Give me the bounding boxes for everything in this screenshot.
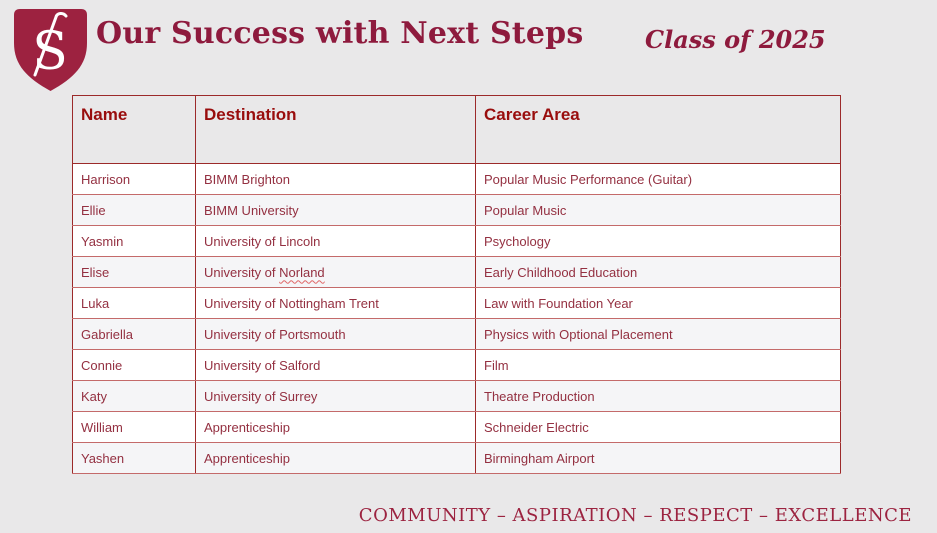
- cell-destination: University of Surrey: [196, 381, 476, 412]
- column-header-name: Name: [73, 96, 196, 164]
- column-header-career-area: Career Area: [476, 96, 841, 164]
- cell-destination: University of Portsmouth: [196, 319, 476, 350]
- cell-name: Connie: [73, 350, 196, 381]
- cell-name: William: [73, 412, 196, 443]
- spellcheck-underlined-word: Norland: [279, 264, 325, 280]
- cell-career-area: Early Childhood Education: [476, 257, 841, 288]
- school-motto: COMMUNITY – ASPIRATION – RESPECT – EXCELLENCE: [358, 505, 912, 526]
- table-row: [73, 257, 841, 288]
- class-of-label: Class of 2025: [645, 25, 826, 54]
- cell-name: Katy: [73, 381, 196, 412]
- cell-destination: Apprenticeship: [196, 443, 476, 474]
- cell-career-area: Law with Foundation Year: [476, 288, 841, 319]
- table-row: [73, 381, 841, 412]
- cell-career-area: Popular Music: [476, 195, 841, 226]
- cell-name: Yasmin: [73, 226, 196, 257]
- cell-career-area: Popular Music Performance (Guitar): [476, 164, 841, 195]
- cell-career-area: Schneider Electric: [476, 412, 841, 443]
- table-row: [73, 412, 841, 443]
- table-body: [73, 164, 841, 474]
- table-row: [73, 226, 841, 257]
- cell-destination: University of Norland: [196, 257, 476, 288]
- table-row: [73, 350, 841, 381]
- next-steps-table: [72, 95, 841, 474]
- cell-name: Harrison: [73, 164, 196, 195]
- monogram-letter: S: [32, 22, 68, 82]
- cell-career-area: Birmingham Airport: [476, 443, 841, 474]
- cell-career-area: Psychology: [476, 226, 841, 257]
- cell-destination: University of Salford: [196, 350, 476, 381]
- table-row: [73, 164, 841, 195]
- cell-destination: BIMM University: [196, 195, 476, 226]
- school-shield-logo: [8, 5, 93, 95]
- table-row: [73, 319, 841, 350]
- table-header-row: [73, 96, 841, 164]
- table-row: [73, 443, 841, 474]
- page-title: Our Success with Next Steps: [96, 16, 584, 51]
- cell-name: Yashen: [73, 443, 196, 474]
- cell-name: Ellie: [73, 195, 196, 226]
- cell-destination: BIMM Brighton: [196, 164, 476, 195]
- column-header-destination: Destination: [196, 96, 476, 164]
- cell-career-area: Theatre Production: [476, 381, 841, 412]
- cell-name: Gabriella: [73, 319, 196, 350]
- cell-career-area: Film: [476, 350, 841, 381]
- cell-destination: University of Nottingham Trent: [196, 288, 476, 319]
- table-row: [73, 195, 841, 226]
- cell-name: Luka: [73, 288, 196, 319]
- cell-destination: University of Lincoln: [196, 226, 476, 257]
- cell-destination: Apprenticeship: [196, 412, 476, 443]
- cell-career-area: Physics with Optional Placement: [476, 319, 841, 350]
- cell-name: Elise: [73, 257, 196, 288]
- table-row: [73, 288, 841, 319]
